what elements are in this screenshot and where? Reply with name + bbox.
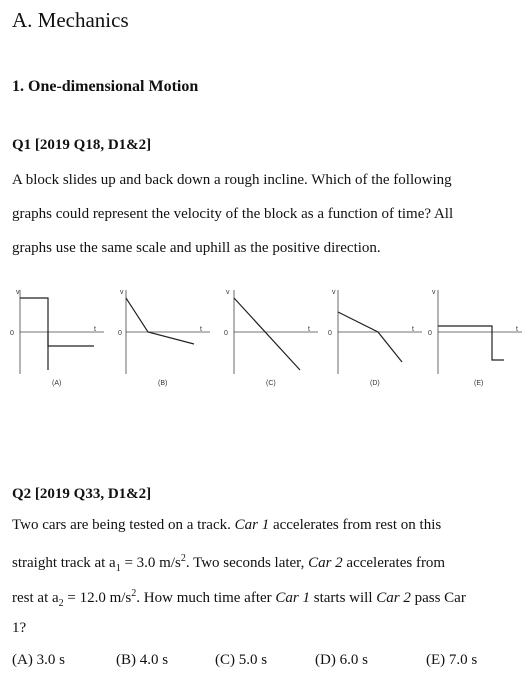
graph-b-v-label: v [120, 289, 124, 296]
graph-a-curve-down [48, 332, 94, 346]
q2-heading: Q2 [2019 Q33, D1&2] [12, 486, 152, 502]
q2-line-2: straight track at $a_1 = 3.0$ $m/s^2$. Two seconds later, Car 2 accelerates from [12, 553, 446, 574]
graph-d-label: (D) [370, 380, 380, 387]
graph-e-v-label: v [432, 289, 436, 296]
graph-a-curve-up [20, 298, 48, 370]
graph-a-label: (A) [52, 380, 62, 387]
section-title: A. Mechanics [12, 8, 129, 32]
graph-c-label: (C) [266, 380, 276, 387]
graph-d-curve [338, 312, 402, 362]
graph-a [8, 282, 108, 392]
graph-a-t-label: t [94, 326, 96, 333]
graph-b-label: (B) [158, 380, 168, 387]
graph-c-origin-label: 0 [224, 330, 228, 337]
graph-e-label: (E) [474, 380, 484, 387]
graph-e-t-label: t [516, 326, 518, 333]
graph-d [322, 282, 422, 392]
choice-d[interactable]: (D) 6.0 s [315, 652, 368, 668]
subsection-title: 1. One-dimensional Motion [12, 78, 199, 95]
q1-graph-options [8, 282, 524, 392]
graph-a-origin-label: 0 [10, 330, 14, 337]
graph-b-curve [126, 298, 194, 344]
car-1-ref: Car 1 [234, 517, 270, 533]
graph-b-t-label: t [200, 326, 202, 333]
graph-a-v-label: v [16, 289, 20, 296]
graph-c [218, 282, 318, 392]
graph-e-curve [438, 326, 504, 360]
q1-line-3: graphs use the same scale and uphill as the positive direction. [12, 240, 381, 256]
graph-d-v-label: v [332, 289, 336, 296]
q2-line-4: 1? [12, 620, 27, 636]
graph-d-t-label: t [412, 326, 414, 333]
car-2-ref: Car 2 [308, 555, 343, 571]
graph-c-curve [234, 298, 300, 370]
graph-d-origin-label: 0 [328, 330, 332, 337]
choice-a[interactable]: (A) 3.0 s [12, 652, 65, 668]
graph-b [112, 282, 212, 392]
choice-c[interactable]: (C) 5.0 s [215, 652, 268, 668]
choice-b[interactable]: (B) 4.0 s [116, 652, 169, 668]
graph-c-t-label: t [308, 326, 310, 333]
q2-line-3: rest at $a_2 = 12.0$ $m/s^2$. How much time after Car 1 starts will Car 2 pass Car [12, 588, 466, 609]
graph-e-origin-label: 0 [428, 330, 432, 337]
graph-c-v-label: v [226, 289, 230, 296]
graph-e [422, 282, 522, 392]
q1-line-1: A block slides up and back down a rough incline. Which of the following [12, 172, 452, 188]
choice-e[interactable]: (E) 7.0 s [426, 652, 478, 668]
q1-heading: Q1 [2019 Q18, D1&2] [12, 137, 152, 153]
q1-line-2: graphs could represent the velocity of the block as a function of time? All [12, 206, 454, 222]
q2-line-1: Two cars are being tested on a track. Car 1 accelerates from rest on this [12, 517, 442, 533]
graph-b-origin-label: 0 [118, 330, 122, 337]
